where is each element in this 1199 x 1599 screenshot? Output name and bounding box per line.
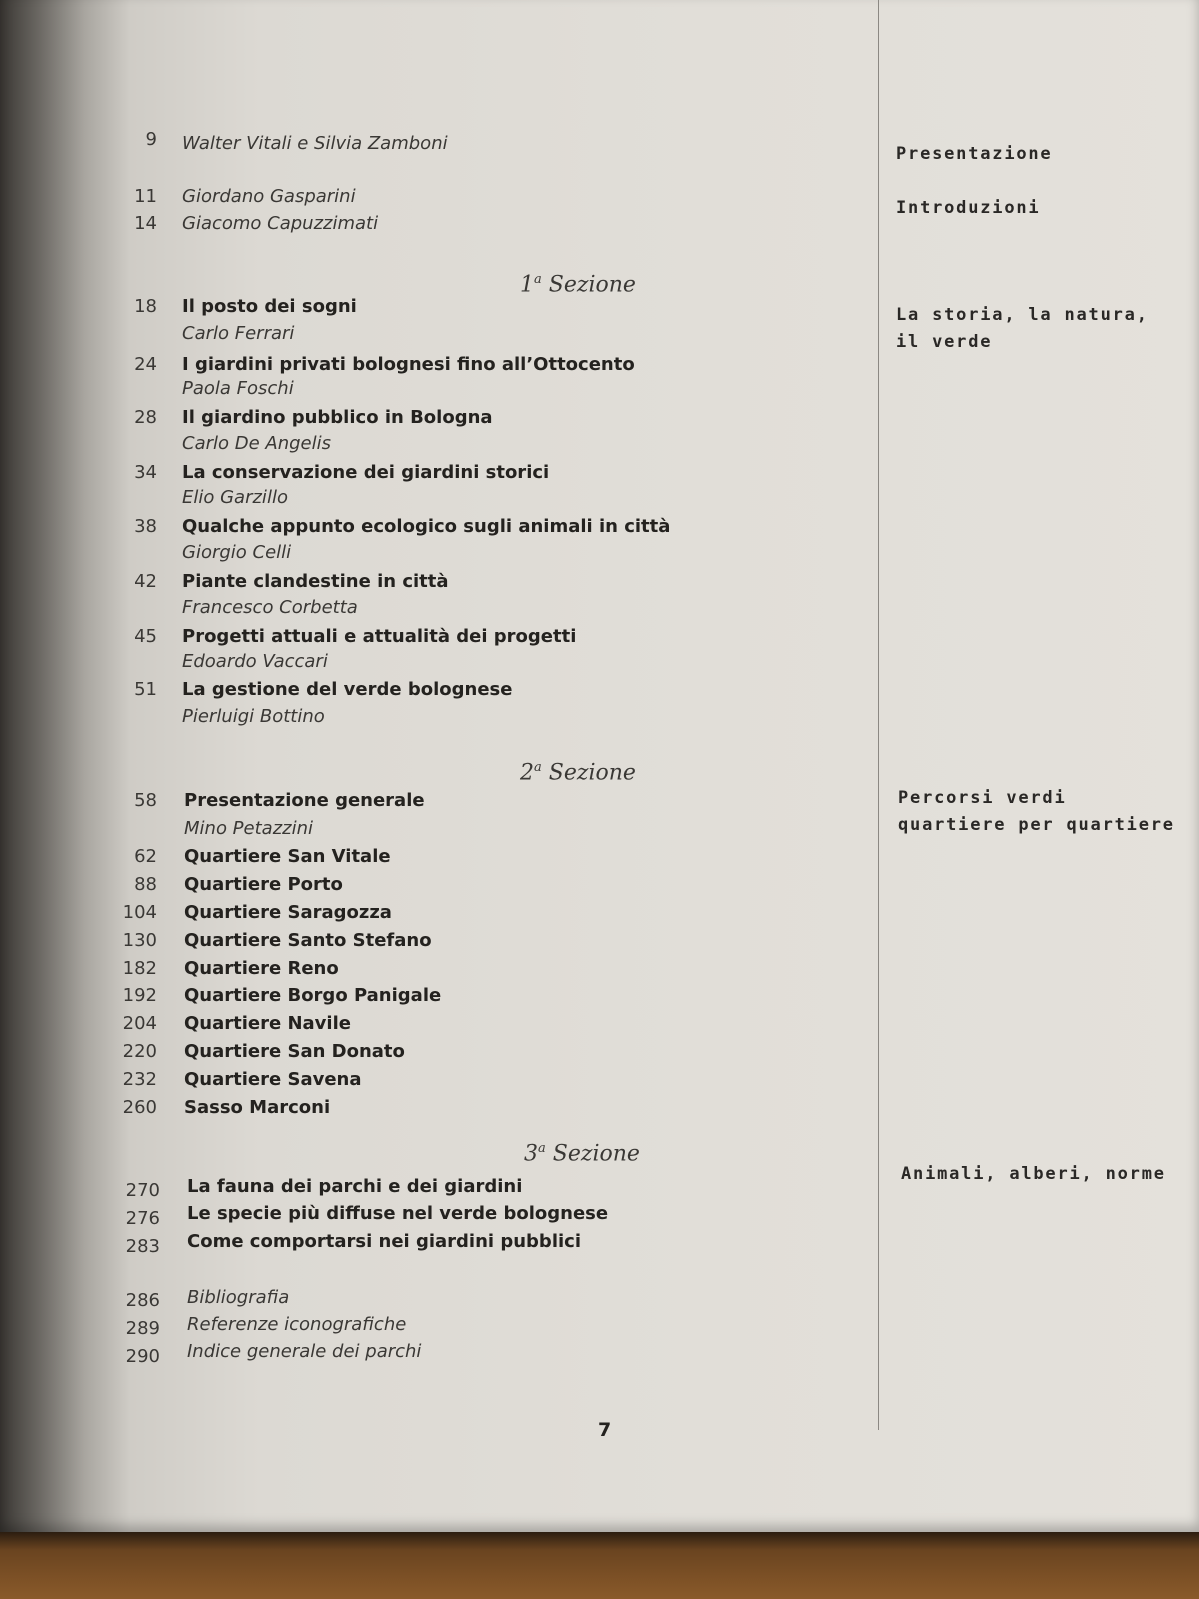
sidebar-label-presentazione: Presentazione — [896, 144, 1053, 164]
toc-author: Giordano Gasparini — [182, 186, 356, 207]
toc-page-number: 276 — [125, 1208, 160, 1229]
toc-author: Pierluigi Bottino — [182, 706, 325, 727]
toc-entry-title: Piante clandestine in città — [182, 571, 449, 592]
toc-author: Mino Petazzini — [184, 818, 313, 839]
toc-appendix-title: Referenze iconografiche — [187, 1314, 407, 1335]
toc-entry-title: Progetti attuali e attualità dei progetti — [182, 626, 577, 647]
toc-entry-title: Quartiere San Vitale — [184, 846, 391, 867]
toc-entry-title: Quartiere Navile — [184, 1013, 351, 1034]
toc-page-number: 192 — [122, 985, 157, 1006]
toc-page-number: 232 — [122, 1069, 157, 1090]
section-heading: 1$^a$ Sezione — [520, 272, 636, 298]
toc-page-number: 270 — [125, 1180, 160, 1201]
toc-entry-title: Come comportarsi nei giardini pubblici — [187, 1231, 581, 1252]
toc-author: Giacomo Capuzzimati — [182, 213, 379, 234]
toc-entry-title: La conservazione dei giardini storici — [182, 462, 550, 483]
toc-entry-title: Il giardino pubblico in Bologna — [182, 407, 493, 428]
toc-author: Walter Vitali e Silvia Zamboni — [182, 133, 448, 154]
toc-page-number: 182 — [122, 958, 157, 979]
toc-entry-title: Presentazione generale — [184, 790, 425, 811]
toc-author: Elio Garzillo — [182, 487, 288, 508]
sidebar-label-line: il verde — [896, 332, 993, 352]
toc-page-number: 220 — [122, 1041, 157, 1062]
toc-entry-title: Quartiere San Donato — [184, 1041, 405, 1062]
toc-page-number: 28 — [134, 407, 157, 428]
toc-page-number: 34 — [134, 462, 157, 483]
toc-page-number: 286 — [125, 1290, 160, 1311]
toc-page-number: 38 — [134, 516, 157, 537]
toc-entry-title: Quartiere Saragozza — [184, 902, 392, 923]
sidebar-label-line: La storia, la natura, — [896, 305, 1149, 325]
toc-page-number: 18 — [134, 296, 157, 317]
section-heading: 2$^a$ Sezione — [520, 760, 636, 786]
toc-entry-title: Quartiere Santo Stefano — [184, 930, 432, 951]
toc-page-number: 14 — [134, 213, 157, 234]
toc-author: Paola Foschi — [182, 378, 294, 399]
toc-page-number: 260 — [122, 1097, 157, 1118]
toc-entry-title: La fauna dei parchi e dei giardini — [187, 1176, 523, 1197]
toc-page-number: 24 — [134, 354, 157, 375]
toc-page-number: 45 — [134, 626, 157, 647]
table-surface — [0, 1532, 1199, 1599]
toc-entry-title: Quartiere Reno — [184, 958, 339, 979]
toc-author: Giorgio Celli — [182, 542, 292, 563]
toc-entry-title: Quartiere Savena — [184, 1069, 362, 1090]
toc-entry-title: La gestione del verde bolognese — [182, 679, 513, 700]
column-divider — [878, 0, 879, 1430]
toc-page-number: 11 — [134, 186, 157, 207]
toc-author: Francesco Corbetta — [182, 597, 358, 618]
toc-entry-title: Sasso Marconi — [184, 1097, 331, 1118]
toc-page-number: 283 — [125, 1236, 160, 1257]
sidebar-label-section1 — [896, 302, 1149, 356]
toc-appendix-title: Bibliografia — [187, 1287, 290, 1308]
section-heading: 3$^a$ Sezione — [524, 1141, 640, 1167]
toc-page-number: 204 — [122, 1013, 157, 1034]
page-number: 7 — [598, 1419, 612, 1441]
sidebar-label-line: Percorsi verdi — [898, 788, 1067, 808]
toc-page-number: 104 — [122, 902, 157, 923]
toc-appendix-title: Indice generale dei parchi — [187, 1341, 422, 1362]
toc-entry-title: Quartiere Porto — [184, 874, 343, 895]
toc-author: Carlo De Angelis — [182, 433, 331, 454]
toc-page-number: 58 — [134, 790, 157, 811]
toc-entry-title: Qualche appunto ecologico sugli animali in città — [182, 516, 671, 537]
toc-author: Edoardo Vaccari — [182, 651, 328, 672]
toc-entry-title: Il posto dei sogni — [182, 296, 357, 317]
toc-page-number: 62 — [134, 846, 157, 867]
toc-page-number: 88 — [134, 874, 157, 895]
toc-page-number: 290 — [125, 1346, 160, 1367]
toc-page-number: 9 — [145, 129, 157, 150]
toc-entry-title: Le specie più diffuse nel verde bolognese — [187, 1203, 609, 1224]
toc-page-number: 42 — [134, 571, 157, 592]
toc-author: Carlo Ferrari — [182, 323, 295, 344]
sidebar-label-introduzioni: Introduzioni — [896, 198, 1041, 218]
sidebar-label-section2 — [898, 785, 1175, 839]
toc-page-number: 289 — [125, 1318, 160, 1339]
toc-entry-title: I giardini privati bolognesi fino all’Ottocento — [182, 354, 635, 375]
toc-page-number: 51 — [134, 679, 157, 700]
toc-page-number: 130 — [122, 930, 157, 951]
sidebar-label-line: quartiere per quartiere — [898, 815, 1175, 835]
sidebar-label-section3: Animali, alberi, norme — [901, 1164, 1166, 1184]
toc-entry-title: Quartiere Borgo Panigale — [184, 985, 442, 1006]
